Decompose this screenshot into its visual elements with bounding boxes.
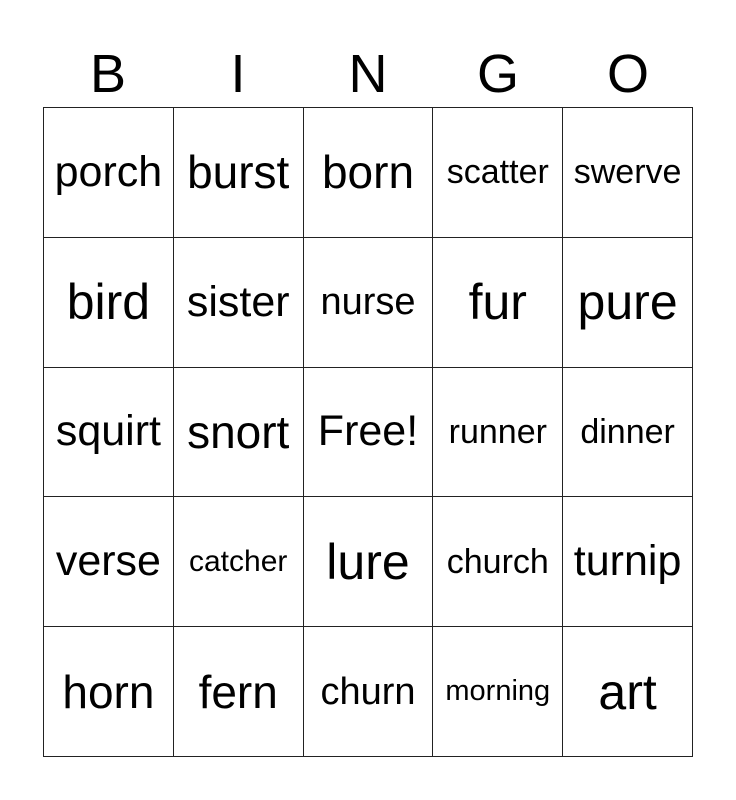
bingo-cell[interactable]: born — [304, 108, 434, 238]
bingo-cell[interactable]: fern — [174, 627, 304, 757]
bingo-cell[interactable]: turnip — [563, 497, 693, 627]
bingo-cell[interactable]: swerve — [563, 108, 693, 238]
header-letter-n: N — [348, 44, 388, 104]
header-letter-b: B — [89, 44, 127, 104]
bingo-cell[interactable]: catcher — [174, 497, 304, 627]
bingo-cell[interactable]: porch — [44, 108, 174, 238]
bingo-cell[interactable]: pure — [563, 238, 693, 368]
bingo-cell[interactable]: runner — [433, 368, 563, 498]
bingo-board — [43, 107, 693, 757]
bingo-cell[interactable]: horn — [44, 627, 174, 757]
bingo-cell[interactable]: burst — [174, 108, 304, 238]
bingo-cell[interactable]: church — [433, 497, 563, 627]
bingo-cell[interactable]: lure — [304, 497, 434, 627]
bingo-cell[interactable]: fur — [433, 238, 563, 368]
bingo-cell[interactable]: churn — [304, 627, 434, 757]
free-space-cell[interactable]: Free! — [304, 368, 434, 498]
bingo-cell[interactable]: snort — [174, 368, 304, 498]
bingo-cell[interactable]: bird — [44, 238, 174, 368]
bingo-header — [43, 42, 693, 106]
bingo-cell[interactable]: nurse — [304, 238, 434, 368]
bingo-cell[interactable]: dinner — [563, 368, 693, 498]
bingo-cell[interactable]: squirt — [44, 368, 174, 498]
bingo-cell[interactable]: art — [563, 627, 693, 757]
bingo-cell[interactable]: morning — [433, 627, 563, 757]
bingo-cell[interactable]: verse — [44, 497, 174, 627]
header-letter-i: I — [230, 44, 246, 104]
bingo-cell[interactable]: scatter — [433, 108, 563, 238]
bingo-cell[interactable]: sister — [174, 238, 304, 368]
header-letter-o: O — [606, 44, 649, 104]
header-letter-g: G — [476, 44, 519, 104]
